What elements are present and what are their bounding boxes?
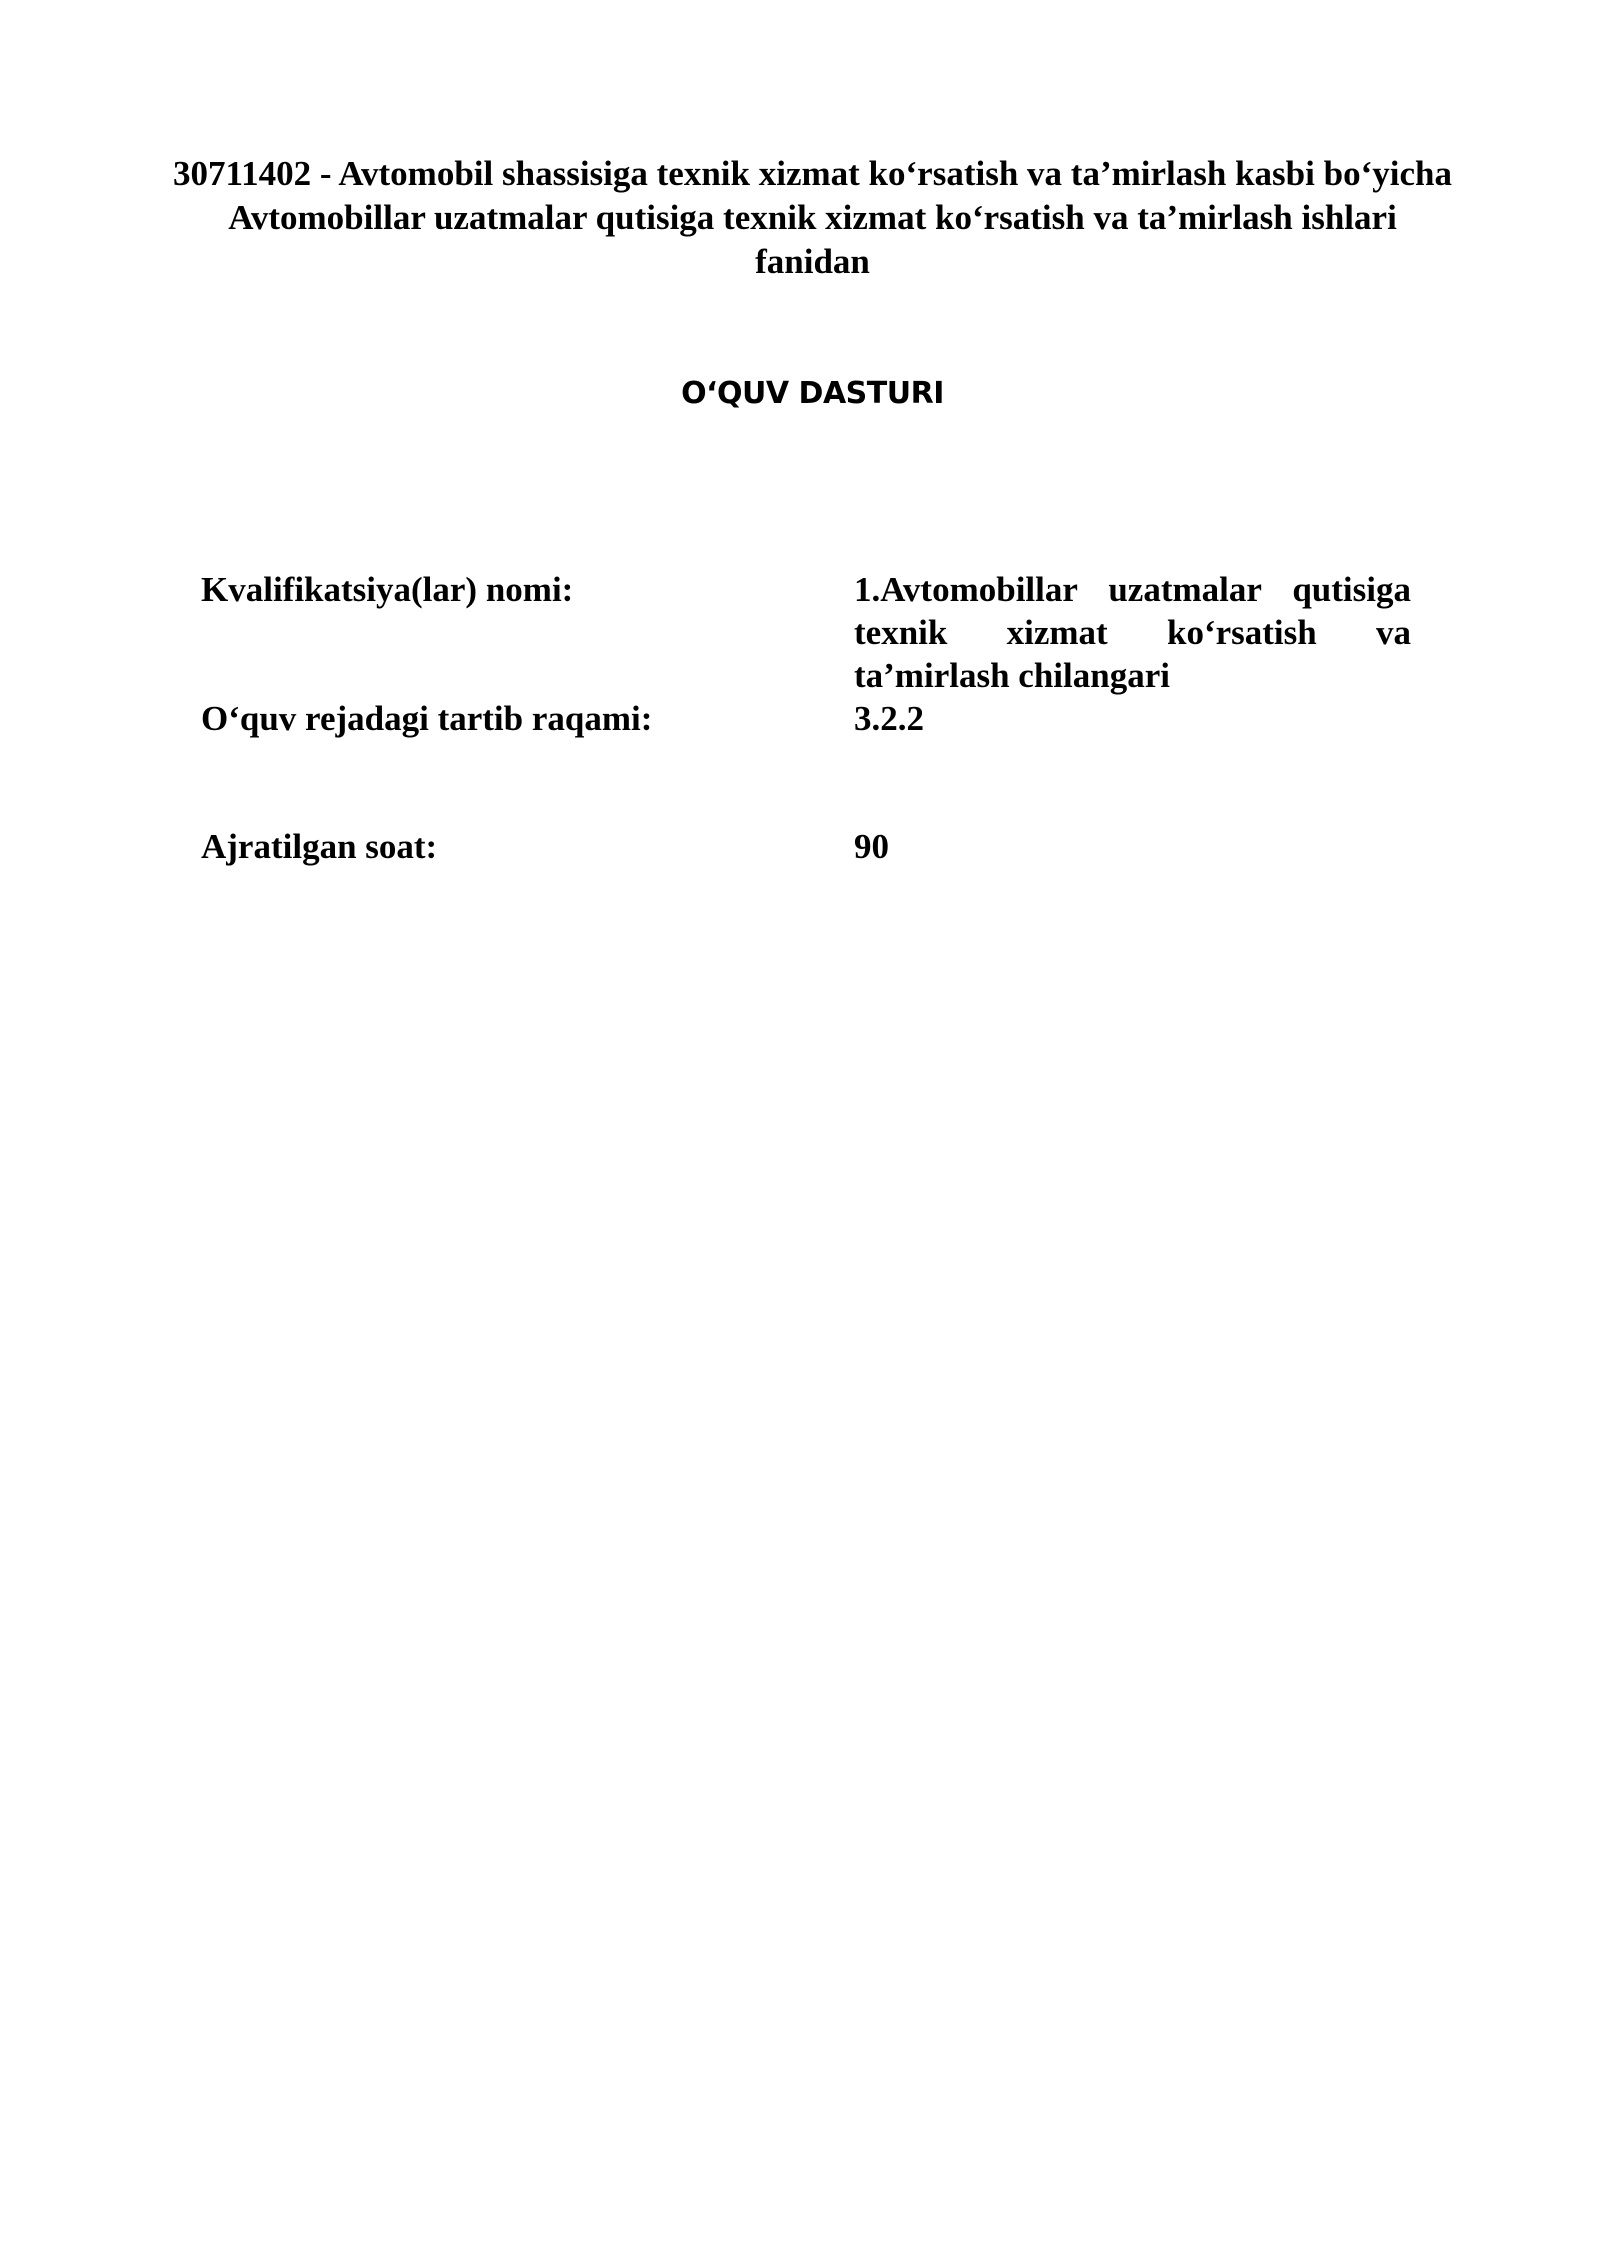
document-title: O‘QUV DASTURI bbox=[681, 376, 944, 411]
allocated-hours-value: 90 bbox=[854, 827, 889, 866]
order-number-value: 3.2.2 bbox=[854, 699, 924, 738]
heading-profession-line: 30711402 - Avtomobil shassisiga texnik xizmat ko‘rsatish va ta’mirlash kasbi bo‘yicha bbox=[173, 154, 1452, 193]
document-heading bbox=[170, 152, 1455, 284]
qualification-label: Kvalifikatsiya(lar) nomi: bbox=[201, 570, 574, 609]
heading-subject-line: Avtomobillar uzatmalar qutisiga texnik xizmat ko‘rsatish va ta’mirlash ishlari fanidan bbox=[228, 198, 1397, 281]
qualification-value: 1.Avtomobillar uzatmalar qutisiga texnik xizmat ko‘rsatish va ta’mirlash chilangari bbox=[854, 570, 1411, 695]
allocated-hours-label: Ajratilgan soat: bbox=[201, 827, 438, 866]
order-number-label: O‘quv rejadagi tartib raqami: bbox=[201, 699, 653, 738]
